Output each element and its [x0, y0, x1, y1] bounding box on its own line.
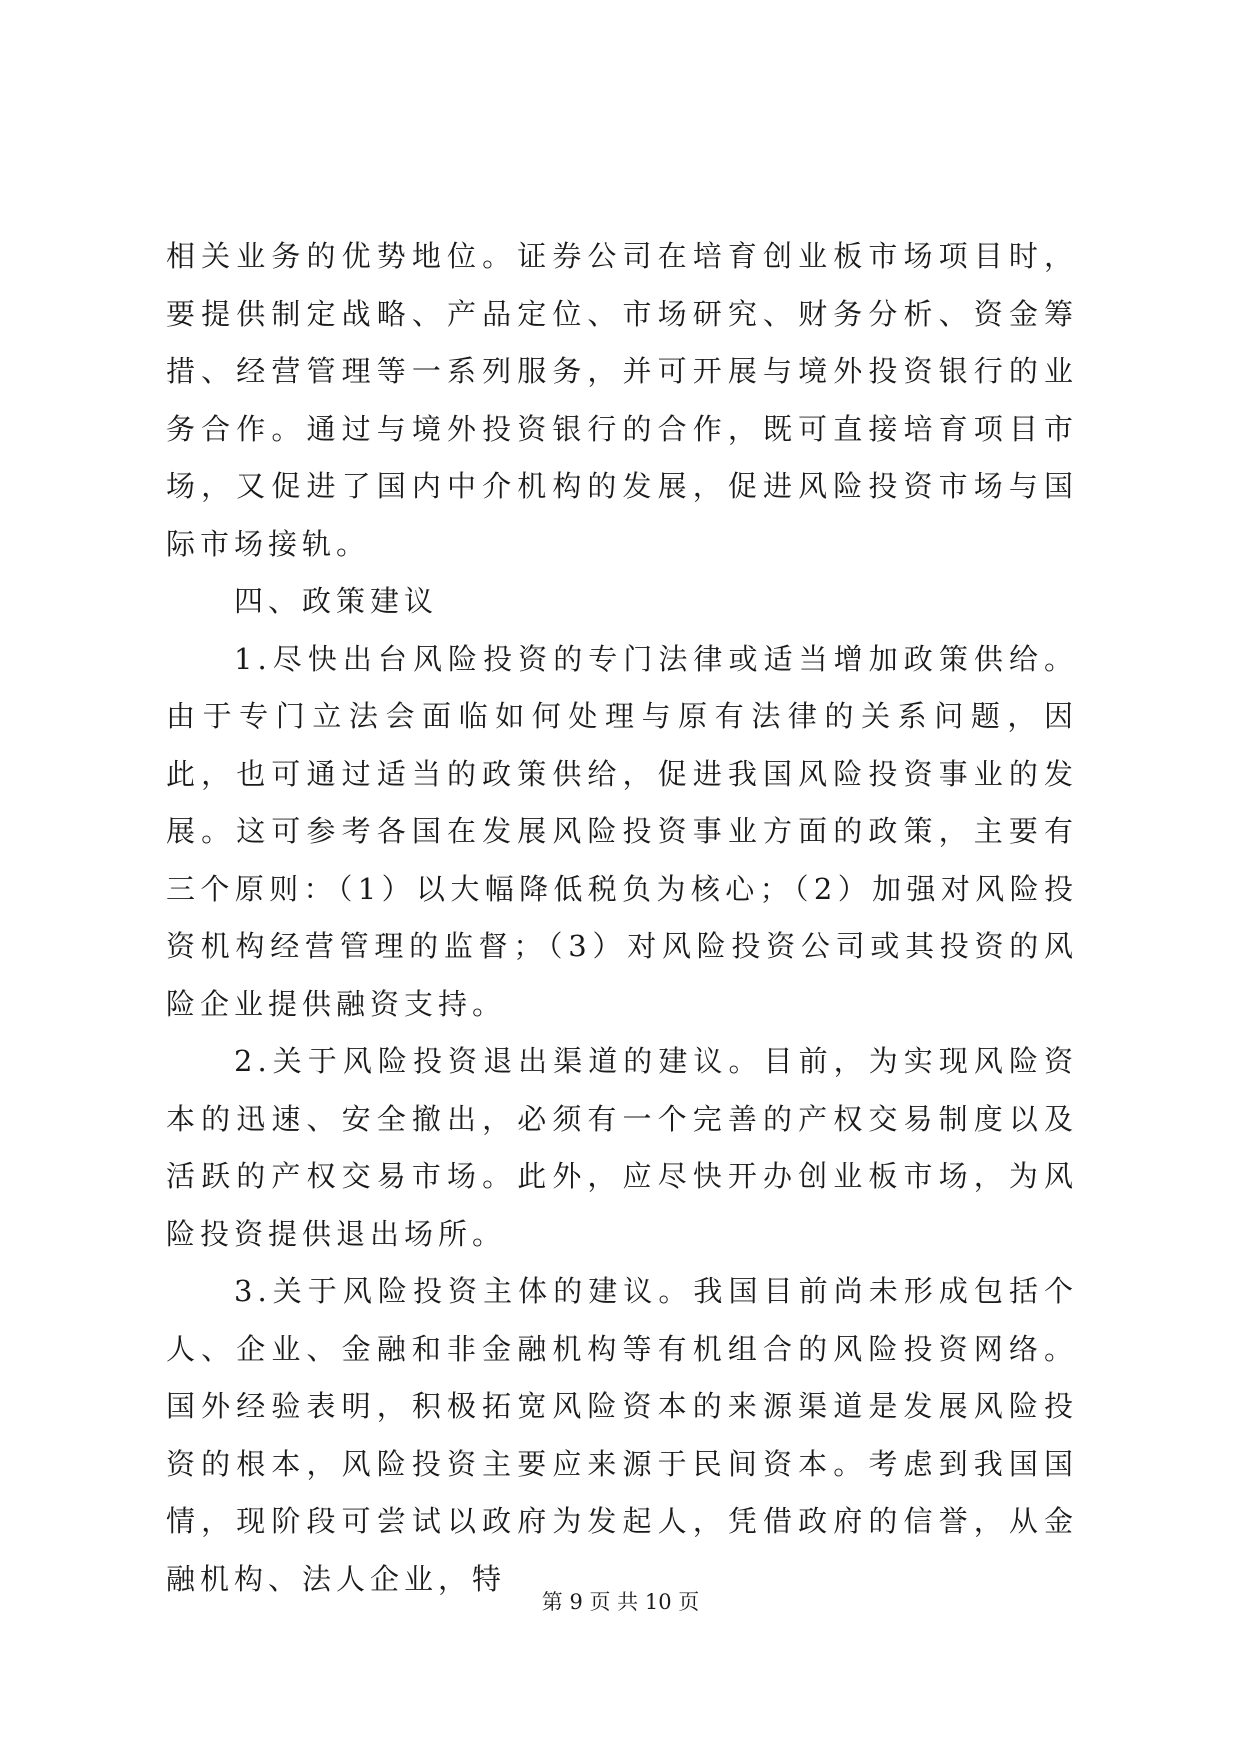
paragraph-continuation: 相关业务的优势地位。证券公司在培育创业板市场项目时，要提供制定战略、产品定位、市场研究、财务分析、资金筹措、经营管理等一系列服务，并可开展与境外投资银行的业务合作。通过与境外投资银行的合作，既可直接培育项目市场，又促进了国内中介机构的发展，促进风险投资市场与国际市场接轨。: [166, 239, 1078, 561]
page-number-footer: 第 9 页 共 10 页: [541, 1590, 700, 1614]
document-body: [166, 228, 1078, 1608]
paragraph-item-1: 1.尽快出台风险投资的专门法律或适当增加政策供给。由于专门立法会面临如何处理与原有法律的关系问题，因此，也可通过适当的政策供给，促进我国风险投资事业的发展。这可参考各国在发展风险投资事业方面的政策，主要有三个原则：（1）以大幅降低税负为核心；（2）加强对风险投资机构经营管理的监督；（3）对风险投资公司或其投资的风险企业提供融资支持。: [166, 641, 1078, 1021]
paragraph-item-2: 2.关于风险投资退出渠道的建议。目前，为实现风险资本的迅速、安全撤出，必须有一个完善的产权交易制度以及活跃的产权交易市场。此外，应尽快开办创业板市场，为风险投资提供退出场所。: [166, 1044, 1078, 1251]
paragraph-item-3: 3.关于风险投资主体的建议。我国目前尚未形成包括个人、企业、金融和非金融机构等有机组合的风险投资网络。国外经验表明，积极拓宽风险资本的来源渠道是发展风险投资的根本，风险投资主要应来源于民间资本。考虑到我国国情，现阶段可尝试以政府为发起人，凭借政府的信誉，从金融机构、法人企业，特: [166, 1274, 1078, 1596]
section-heading: 四、政策建议: [234, 584, 439, 618]
